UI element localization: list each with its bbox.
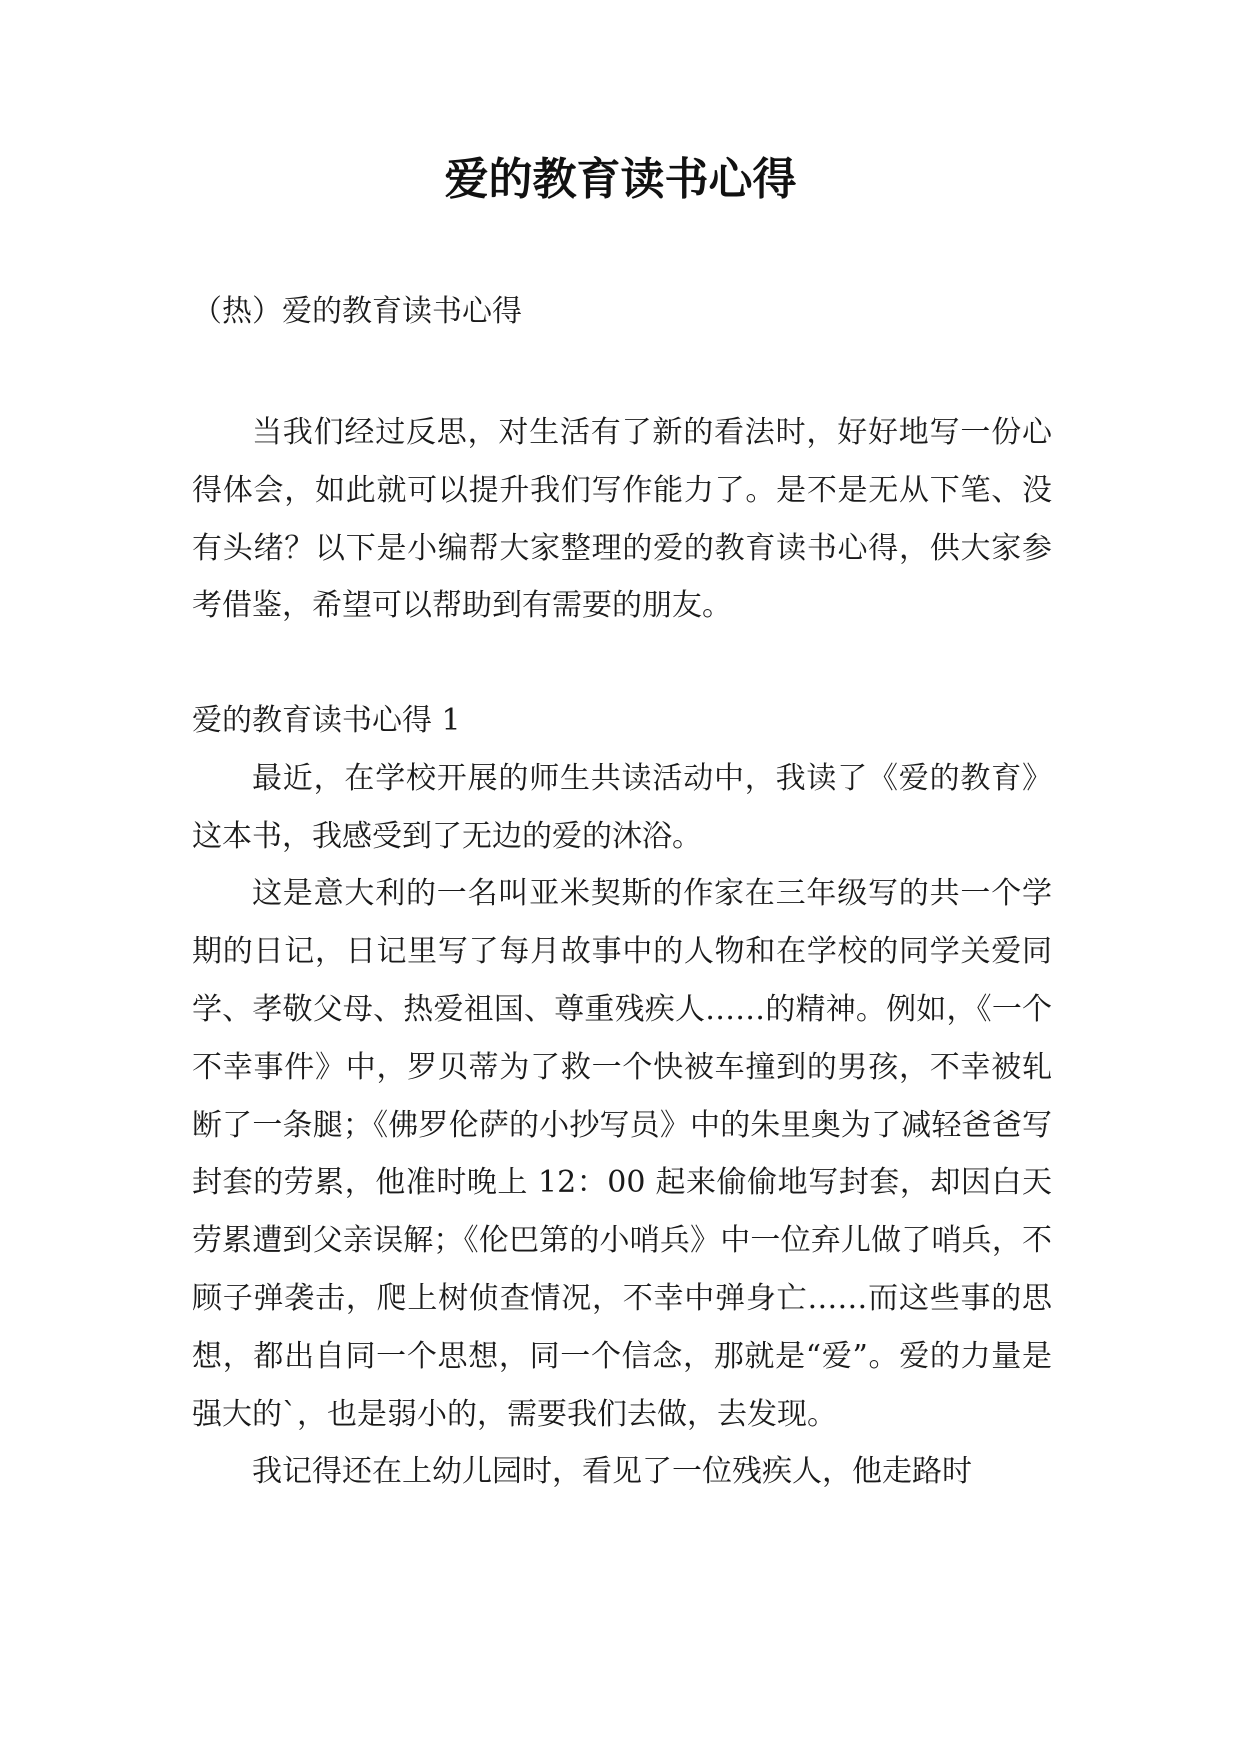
- intro-section: [192, 404, 1052, 635]
- intro-paragraph: 当我们经过反思，对生活有了新的看法时，好好地写一份心得体会，如此就可以提升我们写作能力了。是不是无从下笔、没有头绪？以下是小编帮大家整理的爱的教育读书心得，供大家参考借鉴，希望可以帮助到有需要的朋友。: [192, 415, 1052, 624]
- body-paragraph: 我记得还在上幼儿园时，看见了一位残疾人，他走路时: [252, 1454, 972, 1490]
- section-heading: 爱的教育读书心得 1: [192, 703, 461, 738]
- main-section: [192, 692, 1052, 1501]
- document-subtitle: （热）爱的教育读书心得: [192, 294, 522, 329]
- document-title: 爱的教育读书心得: [444, 154, 797, 205]
- body-paragraph: 这是意大利的一名叫亚米契斯的作家在三年级写的共一个学期的日记，日记里写了每月故事中的人物和在学校的同学关爱同学、孝敬父母、热爱祖国、尊重残疾人……的精神。例如，《一个不幸事件》中，罗贝蒂为了救一个快被车撞到的男孩，不幸被轧断了一条腿；《佛罗伦萨的小抄写员》中的朱里奥为了减轻爸爸写封套的劳累，他准时晚上 12：00 起来偷偷地写封套，却因白天劳累遭到父亲误解；《伦巴第的小哨兵》中一位弃儿做了哨兵，不顾子弹袭击，爬上树侦查情况，不幸中弹身亡……而这些事的思想，都出自同一个思想，同一个信念，那就是“爱”。爱的力量是强大的`，也是弱小的，需要我们去做，去发现。: [192, 876, 1052, 1432]
- body-paragraph: 最近，在学校开展的师生共读活动中，我读了《爱的教育》这本书，我感受到了无边的爱的沐浴。: [192, 760, 1052, 854]
